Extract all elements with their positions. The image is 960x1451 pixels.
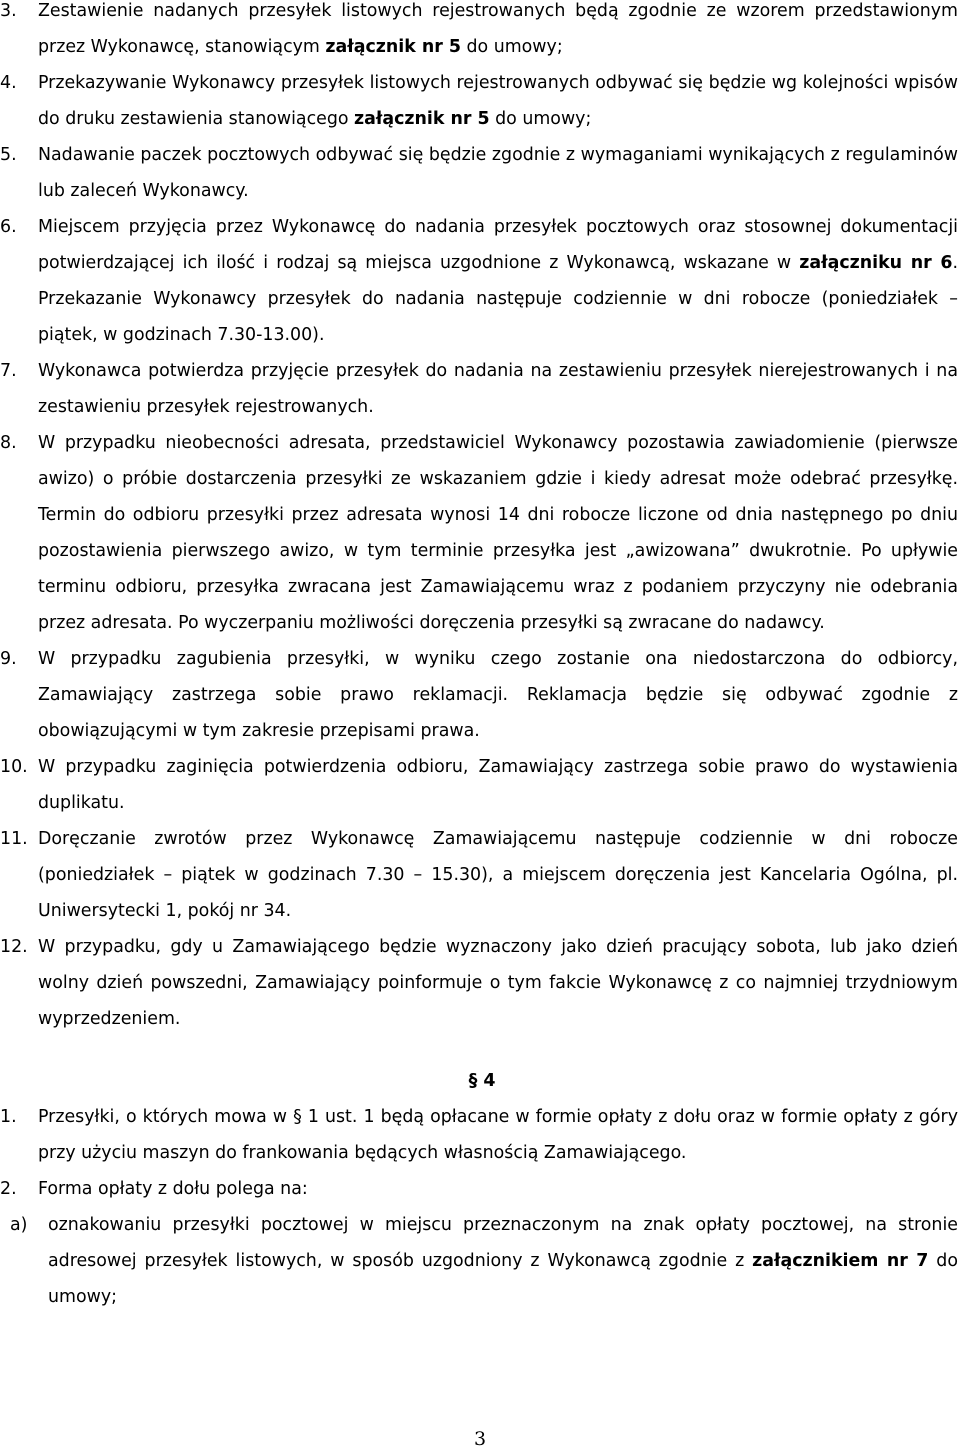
item-number: a)	[10, 1215, 28, 1235]
item-text: oznakowaniu przesyłki pocztowej w miejscu przeznaczonym na znak opłaty pocztowej, na stronie adresowej przesyłek listowych, w sposób uzgodniony z Wykonawcą zgodnie z	[48, 1215, 958, 1271]
item-text: Miejscem przyjęcia przez Wykonawcę do nadania przesyłek pocztowych oraz stosownej dokumentacji potwierdzającej ich ilość i rodzaj są miejsca uzgodnione z Wykonawcą, wskazane w	[38, 217, 958, 273]
bold-reference: załącznik nr 5	[325, 37, 461, 57]
item-text: Forma opłaty z dołu polega na:	[38, 1179, 308, 1199]
item-number: 10.	[0, 757, 28, 777]
item-text: do umowy;	[48, 1251, 958, 1307]
list-item	[0, 641, 960, 749]
item-number: 4.	[0, 73, 17, 93]
item-number: 11.	[0, 829, 28, 849]
item-text: Przekazywanie Wykonawcy przesyłek listowych rejestrowanych odbywać się będzie wg kolejności wpisów do druku zestawienia stanowiącego	[38, 73, 958, 129]
section-symbol: §	[468, 1071, 478, 1091]
bold-reference: załącznikiem nr 7	[752, 1251, 929, 1271]
item-text: W przypadku nieobecności adresata, przedstawiciel Wykonawcy pozostawia zawiadomienie (pierwsze awizo) o próbie dostarczenia przesyłki ze wskazaniem gdzie i kiedy adresat może odebrać przesyłkę. Termin do odbioru przesyłki przez adresata wynosi 14 dni robocze liczone od dnia następnego po dniu pozostawienia pierwszego awizo, w tym terminie przesyłka jest „awizowana” dwukrotnie. Po upływie terminu odbioru, przesyłka zwracana jest Zamawiającemu wraz z podaniem przyczyny nie odebrania przez adresata. Po wyczerpaniu możliwości doręczenia przesyłki są zwracane do nadawcy.	[38, 433, 958, 633]
list-item	[0, 425, 960, 641]
item-text: Wykonawca potwierdza przyjęcie przesyłek do nadania na zestawieniu przesyłek nierejestrowanych i na zestawieniu przesyłek rejestrowanych.	[38, 361, 958, 417]
section-list	[0, 1099, 960, 1315]
item-text: do umowy;	[489, 109, 592, 129]
item-number: 9.	[0, 649, 17, 669]
item-text: Doręczanie zwrotów przez Wykonawcę Zamawiającemu następuje codziennie w dni robocze (poniedziałek – piątek w godzinach 7.30 – 15.30), a miejscem doręczenia jest Kancelaria Ogólna, pl. Uniwersytecki 1, pokój nr 34.	[38, 829, 958, 921]
page-number: 3	[473, 1428, 487, 1450]
item-text: W przypadku, gdy u Zamawiającego będzie wyznaczony jako dzień pracujący sobota, lub jako dzień wolny dzień powszedni, Zamawiający poinformuje o tym fakcie Wykonawcę z co najmniej trzydniowym wyprzedzeniem.	[38, 937, 958, 1029]
list-item	[0, 209, 960, 353]
item-number: 5.	[0, 145, 17, 165]
item-text: Zestawienie nadanych przesyłek listowych rejestrowanych będą zgodnie ze wzorem przedstawionym przez Wykonawcę, stanowiącym	[38, 1, 958, 57]
item-number: 3.	[0, 1, 17, 21]
list-item	[0, 1171, 960, 1207]
bold-reference: załącznik nr 5	[354, 109, 490, 129]
section-number: 4	[483, 1071, 496, 1091]
list-item	[0, 65, 960, 137]
item-number: 8.	[0, 433, 17, 453]
bold-reference: załączniku nr 6	[799, 253, 953, 273]
item-text: Nadawanie paczek pocztowych odbywać się będzie zgodnie z wymaganiami wynikających z regulaminów lub zaleceń Wykonawcy.	[38, 145, 958, 201]
list-item	[0, 137, 960, 209]
list-item	[0, 749, 960, 821]
list-item	[0, 929, 960, 1037]
item-text: do umowy;	[460, 37, 563, 57]
item-number: 6.	[0, 217, 17, 237]
item-text: W przypadku zaginięcia potwierdzenia odbioru, Zamawiający zastrzega sobie prawo do wystawienia duplikatu.	[38, 757, 958, 813]
section-heading	[0, 1063, 960, 1099]
item-text: . Przekazanie Wykonawcy przesyłek do nadania następuje codziennie w dni robocze (poniedziałek – piątek, w godzinach 7.30-13.00).	[38, 253, 958, 345]
list-item	[0, 1099, 960, 1171]
list-item	[0, 1207, 960, 1315]
list-item	[0, 821, 960, 929]
item-text: W przypadku zagubienia przesyłki, w wyniku czego zostanie ona niedostarczona do odbiorcy, Zamawiający zastrzega sobie prawo reklamacji. Reklamacja będzie się odbywać zgodnie z obowiązującymi w tym zakresie przepisami prawa.	[38, 649, 958, 741]
item-number: 1.	[0, 1107, 17, 1127]
list-item	[0, 0, 960, 65]
item-text: Przesyłki, o których mowa w § 1 ust. 1 będą opłacane w formie opłaty z dołu oraz w formie opłaty z góry przy użyciu maszyn do frankowania będących własnością Zamawiającego.	[38, 1107, 958, 1163]
item-number: 12.	[0, 937, 28, 957]
item-number: 2.	[0, 1179, 17, 1199]
list-item	[0, 353, 960, 425]
item-number: 7.	[0, 361, 17, 381]
